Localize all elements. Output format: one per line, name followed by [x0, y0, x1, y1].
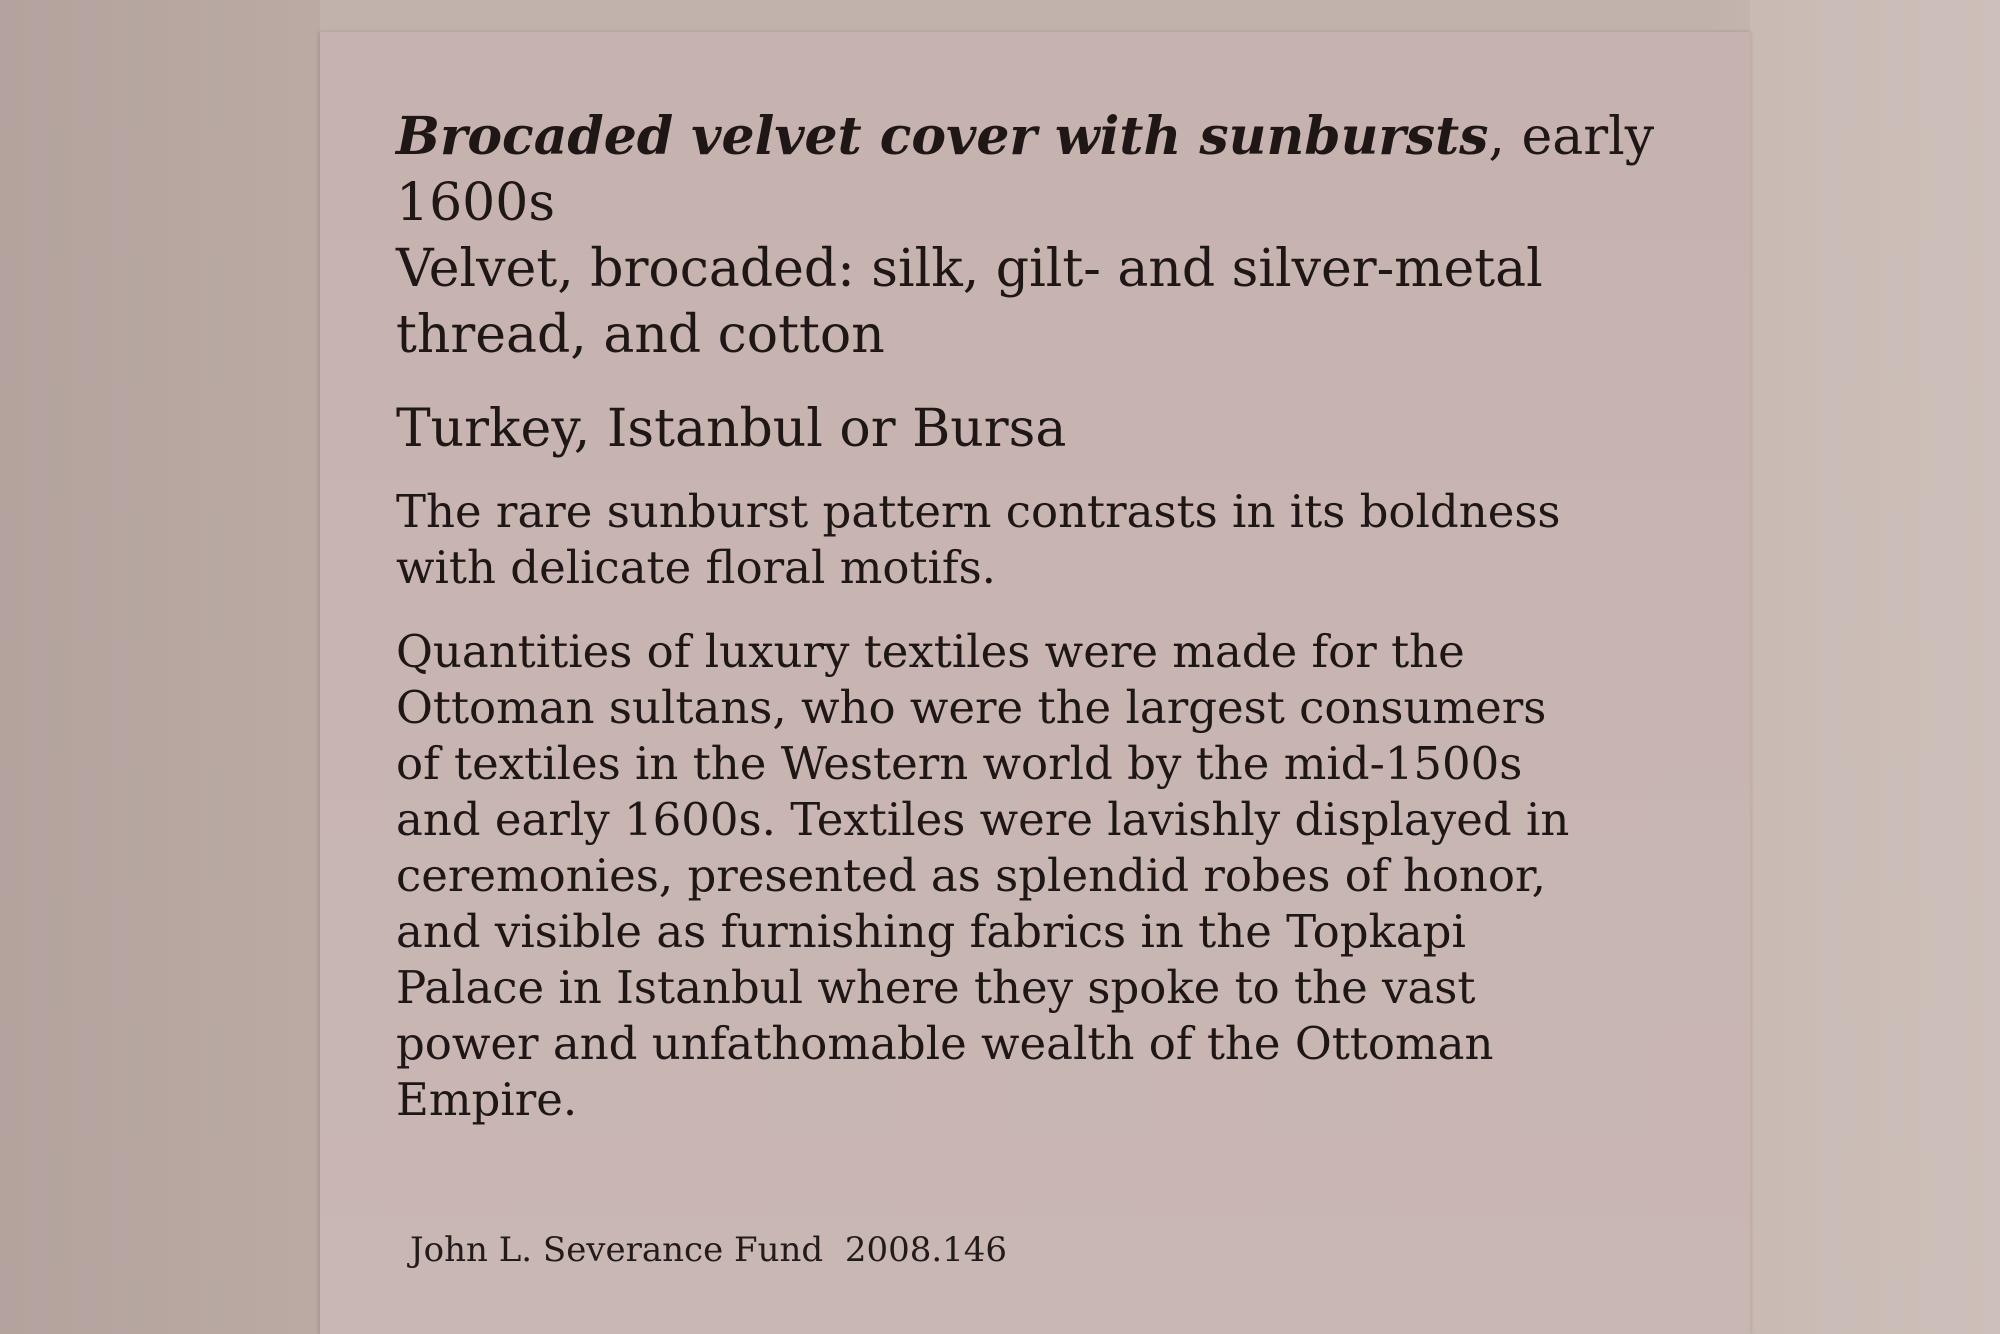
wall-background-right — [1750, 0, 2000, 1334]
body-line: Empire. — [396, 1073, 578, 1126]
body-line: ceremonies, presented as splendid robes of honor, — [396, 849, 1546, 902]
medium-line: Velvet, brocaded: silk, gilt- and silver-metal — [396, 239, 1543, 299]
body-line: of textiles in the Western world by the mid-1500s — [396, 737, 1523, 790]
body-description — [396, 624, 1656, 1128]
body-line: Ottoman sultans, who were the largest consumers — [396, 681, 1547, 734]
body-line: and visible as furnishing fabrics in the Topkapi — [396, 905, 1466, 958]
object-date: , early 1600s — [396, 107, 1655, 233]
credit-line — [410, 1230, 1007, 1270]
object-origin: Turkey, Istanbul or Bursa — [396, 399, 1067, 459]
medium-line: thread, and cotton — [396, 305, 885, 365]
credit-fund: John L. Severance Fund — [410, 1230, 824, 1270]
body-line: and early 1600s. Textiles were lavishly displayed in — [396, 793, 1570, 846]
lead-description — [396, 484, 1656, 596]
body-line: power and unfathomable wealth of the Ottoman — [396, 1017, 1494, 1070]
object-medium — [396, 236, 1656, 368]
museum-label-text — [396, 104, 1656, 1128]
accession-number: 2008.146 — [844, 1230, 1008, 1270]
object-title-name: Brocaded velvet cover with sunbursts — [396, 106, 1489, 167]
object-title — [396, 104, 1656, 236]
body-line: Quantities of luxury textiles were made for the — [396, 625, 1465, 678]
lead-line: with delicate floral motifs. — [396, 541, 996, 594]
body-line: Palace in Istanbul where they spoke to the vast — [396, 961, 1476, 1014]
lead-line: The rare sunburst pattern contrasts in its boldness — [396, 485, 1561, 538]
wall-background-left — [0, 0, 320, 1334]
